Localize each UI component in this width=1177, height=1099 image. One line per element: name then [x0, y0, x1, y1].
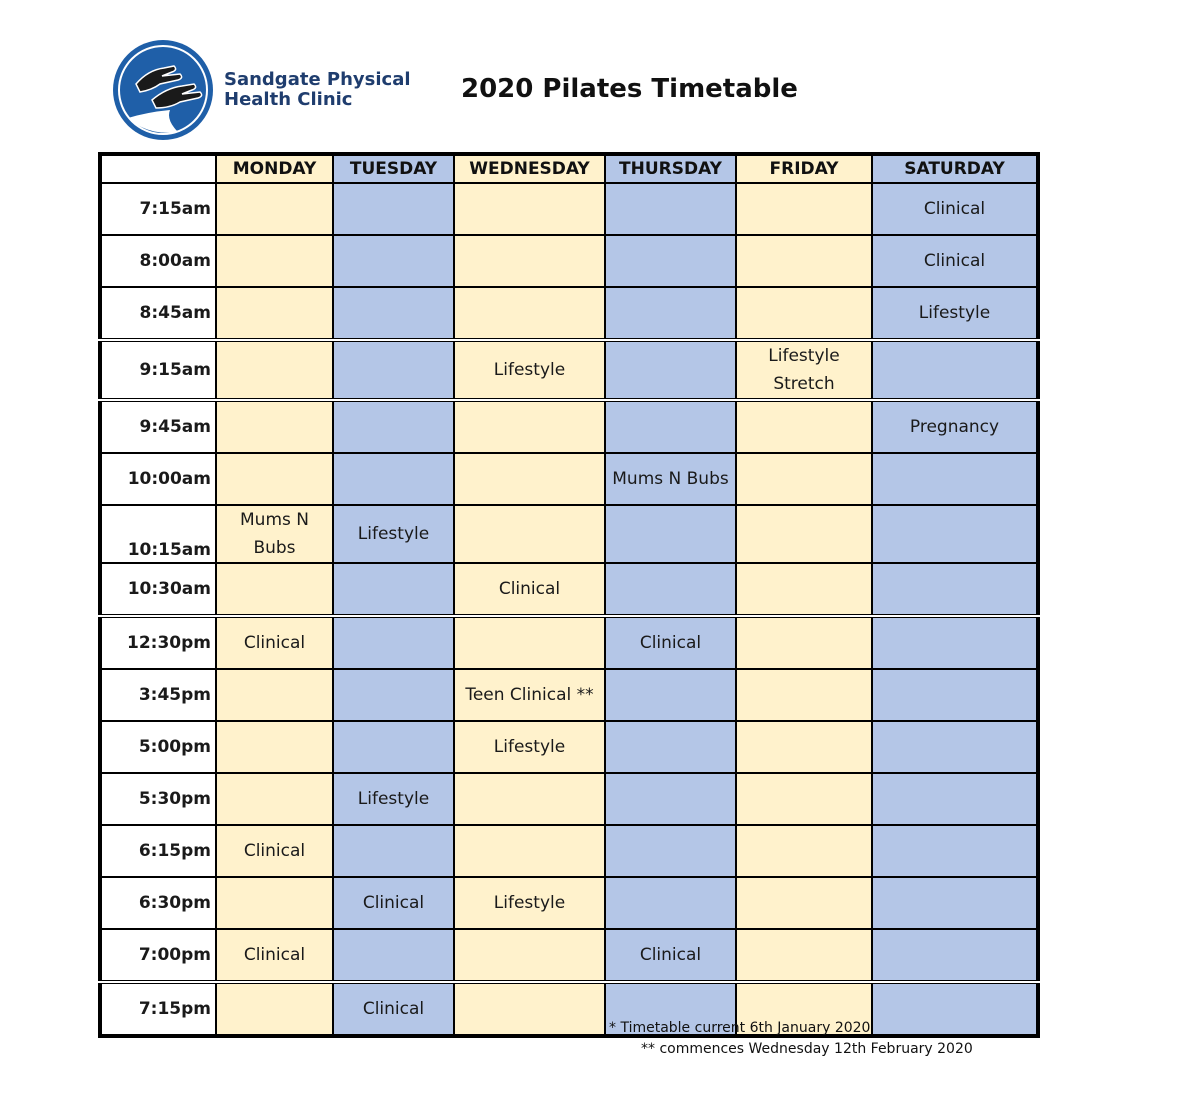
class-cell	[333, 721, 454, 773]
day-header-tuesday: TUESDAY	[333, 154, 454, 183]
class-cell	[454, 616, 605, 669]
class-cell	[736, 616, 872, 669]
class-cell: Lifestyle	[333, 505, 454, 563]
time-cell: 5:00pm	[100, 721, 216, 773]
class-cell	[872, 669, 1038, 721]
class-cell	[454, 235, 605, 287]
class-cell: Mums N Bubs	[216, 505, 333, 563]
clinic-name-line1: Sandgate Physical	[224, 69, 411, 90]
class-cell	[216, 721, 333, 773]
class-cell	[605, 563, 736, 616]
class-cell	[872, 982, 1038, 1036]
table-row	[100, 773, 1038, 825]
class-cell	[333, 400, 454, 453]
class-cell: Clinical	[216, 929, 333, 982]
class-cell: Clinical	[216, 825, 333, 877]
table-row	[100, 825, 1038, 877]
time-cell: 6:30pm	[100, 877, 216, 929]
class-cell	[872, 453, 1038, 505]
class-cell	[333, 563, 454, 616]
class-cell	[736, 563, 872, 616]
class-cell	[216, 235, 333, 287]
class-cell	[736, 877, 872, 929]
time-cell: 9:15am	[100, 340, 216, 400]
class-cell	[454, 287, 605, 340]
class-cell	[736, 929, 872, 982]
class-cell: Clinical	[605, 929, 736, 982]
table-row	[100, 982, 1038, 1036]
class-cell	[454, 505, 605, 563]
table-row	[100, 287, 1038, 340]
class-cell	[216, 877, 333, 929]
class-cell	[605, 877, 736, 929]
table-row	[100, 669, 1038, 721]
class-cell	[872, 505, 1038, 563]
class-cell	[872, 877, 1038, 929]
class-cell	[454, 773, 605, 825]
class-cell	[605, 721, 736, 773]
class-cell	[454, 453, 605, 505]
class-cell: Lifestyle	[454, 721, 605, 773]
corner-cell	[100, 154, 216, 183]
class-cell: Clinical	[333, 877, 454, 929]
table-row	[100, 929, 1038, 982]
class-cell	[605, 825, 736, 877]
time-cell: 10:15am	[100, 505, 216, 563]
day-header-row	[100, 154, 1038, 183]
table-row	[100, 340, 1038, 400]
class-cell: Clinical	[333, 982, 454, 1036]
class-cell: Lifestyle Stretch	[736, 340, 872, 400]
time-cell: 3:45pm	[100, 669, 216, 721]
class-cell	[454, 400, 605, 453]
day-header-wednesday: WEDNESDAY	[454, 154, 605, 183]
time-cell: 8:45am	[100, 287, 216, 340]
class-cell: Clinical	[605, 616, 736, 669]
class-cell: Clinical	[872, 183, 1038, 235]
class-cell	[872, 721, 1038, 773]
time-cell: 10:30am	[100, 563, 216, 616]
class-cell	[333, 235, 454, 287]
class-cell: Mums N Bubs	[605, 453, 736, 505]
class-cell	[333, 453, 454, 505]
class-cell: Clinical	[216, 616, 333, 669]
class-cell	[333, 669, 454, 721]
day-header-thursday: THURSDAY	[605, 154, 736, 183]
class-cell	[872, 616, 1038, 669]
class-cell	[736, 773, 872, 825]
table-row	[100, 721, 1038, 773]
class-cell	[216, 563, 333, 616]
class-cell	[216, 287, 333, 340]
class-cell	[736, 453, 872, 505]
class-cell	[333, 183, 454, 235]
table-row	[100, 877, 1038, 929]
table-row	[100, 616, 1038, 669]
class-cell: Pregnancy	[872, 400, 1038, 453]
class-cell	[736, 825, 872, 877]
class-cell	[454, 929, 605, 982]
class-cell	[605, 235, 736, 287]
class-cell: Lifestyle	[333, 773, 454, 825]
class-cell	[736, 669, 872, 721]
class-cell	[216, 183, 333, 235]
class-cell: Lifestyle	[454, 877, 605, 929]
class-cell: Lifestyle	[454, 340, 605, 400]
time-cell: 7:15am	[100, 183, 216, 235]
time-cell: 9:45am	[100, 400, 216, 453]
class-cell	[216, 340, 333, 400]
class-cell	[872, 929, 1038, 982]
class-cell	[216, 982, 333, 1036]
time-cell: 6:15pm	[100, 825, 216, 877]
page-title: 2020 Pilates Timetable	[461, 74, 798, 104]
class-cell	[216, 773, 333, 825]
class-cell	[736, 287, 872, 340]
table-row	[100, 400, 1038, 453]
time-cell: 10:00am	[100, 453, 216, 505]
class-cell: Clinical	[872, 235, 1038, 287]
class-cell	[333, 340, 454, 400]
class-cell	[736, 183, 872, 235]
class-cell	[872, 773, 1038, 825]
pilates-timetable	[98, 152, 1040, 1038]
class-cell	[605, 669, 736, 721]
time-cell: 8:00am	[100, 235, 216, 287]
table-row	[100, 235, 1038, 287]
footnote-commences: ** commences Wednesday 12th February 2020	[641, 1041, 973, 1057]
class-cell	[216, 453, 333, 505]
class-cell	[605, 183, 736, 235]
day-header-monday: MONDAY	[216, 154, 333, 183]
table-row	[100, 505, 1038, 563]
class-cell: Clinical	[454, 563, 605, 616]
class-cell	[216, 400, 333, 453]
time-cell: 7:15pm	[100, 982, 216, 1036]
clinic-name-line2: Health Clinic	[224, 89, 353, 110]
class-cell	[872, 825, 1038, 877]
time-cell: 5:30pm	[100, 773, 216, 825]
class-cell	[605, 505, 736, 563]
class-cell	[736, 400, 872, 453]
class-cell	[454, 982, 605, 1036]
class-cell	[333, 287, 454, 340]
table-row	[100, 453, 1038, 505]
class-cell	[333, 825, 454, 877]
class-cell	[454, 183, 605, 235]
footnote-current: * Timetable current 6th January 2020	[609, 1020, 871, 1036]
class-cell	[605, 400, 736, 453]
class-cell	[333, 616, 454, 669]
class-cell	[605, 340, 736, 400]
timetable-body	[100, 183, 1038, 1036]
time-cell: 7:00pm	[100, 929, 216, 982]
time-cell: 12:30pm	[100, 616, 216, 669]
class-cell	[872, 340, 1038, 400]
class-cell	[736, 505, 872, 563]
clinic-logo	[108, 40, 218, 140]
class-cell	[216, 669, 333, 721]
class-cell: Teen Clinical **	[454, 669, 605, 721]
class-cell	[333, 929, 454, 982]
day-header-friday: FRIDAY	[736, 154, 872, 183]
clinic-name	[224, 70, 411, 110]
table-row	[100, 563, 1038, 616]
day-header-saturday: SATURDAY	[872, 154, 1038, 183]
class-cell	[872, 563, 1038, 616]
table-row	[100, 183, 1038, 235]
class-cell: Lifestyle	[872, 287, 1038, 340]
class-cell	[736, 721, 872, 773]
class-cell	[736, 235, 872, 287]
class-cell	[605, 287, 736, 340]
class-cell	[454, 825, 605, 877]
class-cell	[605, 773, 736, 825]
